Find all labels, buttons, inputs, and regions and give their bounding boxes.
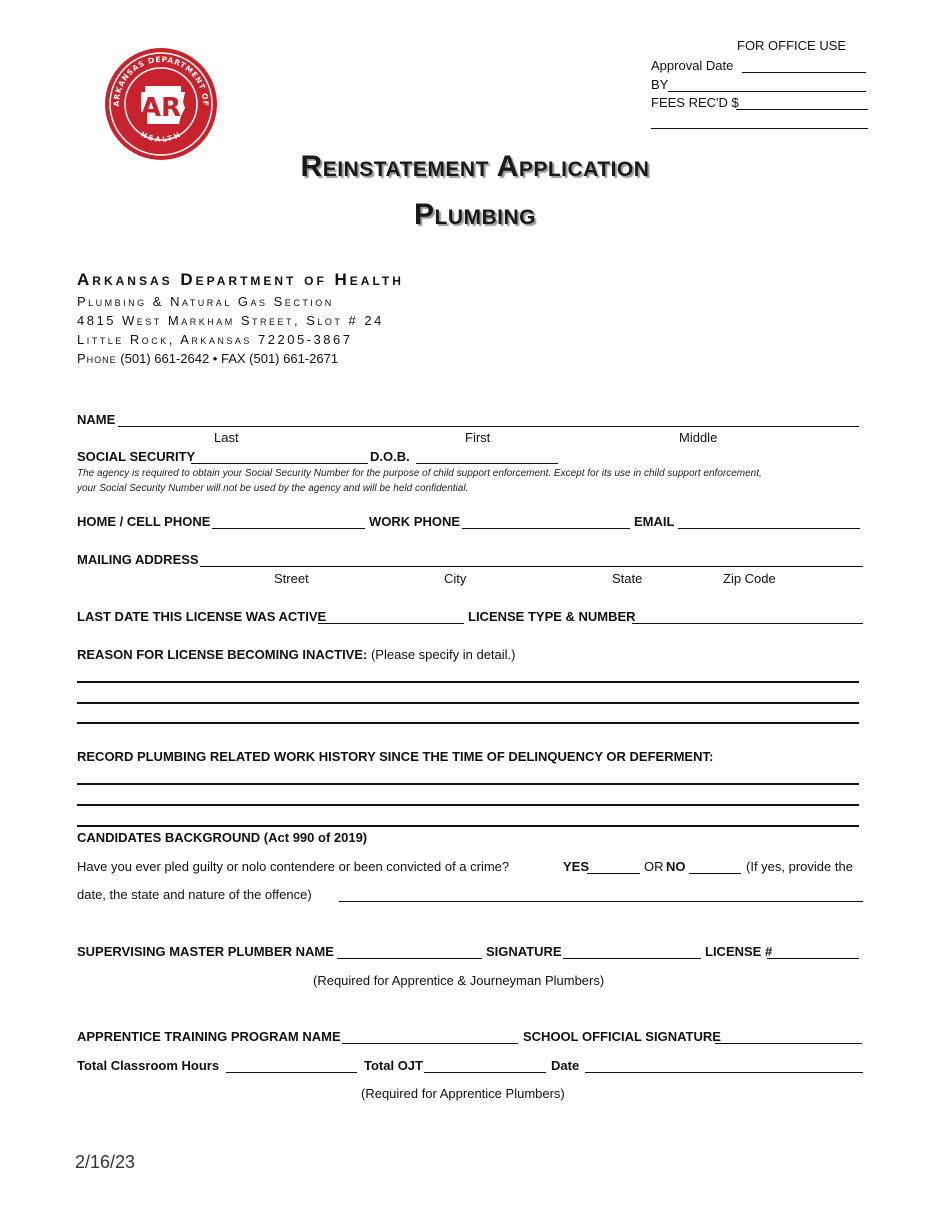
approval-date-label: Approval Date — [651, 58, 734, 73]
date-field[interactable] — [585, 1072, 863, 1073]
fees-label: FEES REC'D $ — [651, 95, 739, 110]
by-field[interactable] — [668, 91, 866, 92]
signature-field[interactable] — [563, 958, 701, 959]
reason-heading — [77, 647, 515, 662]
ssn-field[interactable] — [191, 463, 368, 464]
title-line-2: Plumbing — [414, 198, 536, 231]
name-label: NAME — [77, 412, 116, 427]
logo-bottom-text: HEALTH — [139, 130, 183, 144]
name-last-caption: Last — [214, 430, 239, 445]
agency-city: Little Rock, Arkansas 72205-3867 — [77, 332, 353, 347]
reason-hint: (Please specify in detail.) — [367, 647, 516, 662]
by-label: BY — [651, 77, 669, 92]
name-middle-caption: Middle — [679, 430, 718, 445]
history-line-1[interactable] — [77, 783, 859, 785]
arkansas-health-logo — [103, 46, 219, 162]
no-field[interactable] — [689, 873, 741, 874]
apprentice-note: (Required for Apprentice Plumbers) — [361, 1086, 565, 1101]
license-number-field[interactable] — [767, 958, 859, 959]
reason-line-3[interactable] — [77, 722, 859, 724]
addr-street-caption: Street — [274, 571, 309, 586]
signature-label: SIGNATURE — [486, 944, 562, 959]
logo-top-text: ARKANSAS DEPARTMENT OF — [111, 54, 211, 107]
agency-street: 4815 West Markham Street, Slot # 24 — [77, 313, 384, 328]
ojt-label: Total OJT — [364, 1058, 423, 1073]
ssn-label: SOCIAL SECURITY — [77, 449, 196, 464]
supervisor-name-field[interactable] — [337, 958, 482, 959]
work-phone-label: WORK PHONE — [369, 514, 460, 529]
approval-date-field[interactable] — [742, 72, 866, 73]
name-field[interactable] — [118, 426, 859, 427]
phone-label: Phone — [77, 351, 117, 366]
license-type-field[interactable] — [632, 623, 863, 624]
school-signature-label: SCHOOL OFFICIAL SIGNATURE — [523, 1029, 721, 1044]
dob-label: D.O.B. — [370, 449, 410, 464]
fees-field[interactable] — [736, 109, 868, 110]
license-type-label: LICENSE TYPE & NUMBER — [468, 609, 636, 624]
office-extra-field[interactable] — [651, 128, 868, 129]
phone-numbers: (501) 661-2642 • FAX (501) 661-2671 — [116, 351, 339, 366]
offence-prompt: date, the state and nature of the offence) — [77, 887, 312, 902]
classroom-hours-label: Total Classroom Hours — [77, 1058, 220, 1073]
reason-label: REASON FOR LICENSE BECOMING INACTIVE: — [77, 647, 368, 662]
program-name-field[interactable] — [342, 1043, 518, 1044]
yes-label: YES — [563, 859, 590, 874]
agency-section: Plumbing & Natural Gas Section — [77, 294, 334, 309]
crime-question: Have you ever pled guilty or nolo contendere or been convicted of a crime? — [77, 859, 510, 874]
ssn-notice-2: your Social Security Number will not be used by the agency and will be held confidential. — [77, 483, 469, 494]
title-line-1: Reinstatement Application — [300, 150, 650, 183]
supervisor-note: (Required for Apprentice & Journeyman Plumbers) — [313, 973, 605, 988]
work-history-label: RECORD PLUMBING RELATED WORK HISTORY SINCE THE TIME OF DELINQUENCY OR DEFERMENT: — [77, 749, 714, 764]
reason-line-1[interactable] — [77, 681, 859, 683]
addr-city-caption: City — [444, 571, 467, 586]
home-phone-label: HOME / CELL PHONE — [77, 514, 211, 529]
or-label: OR — [644, 859, 664, 874]
date-label: Date — [551, 1058, 580, 1073]
mailing-address-label: MAILING ADDRESS — [77, 552, 199, 567]
email-field[interactable] — [678, 528, 860, 529]
ojt-field[interactable] — [424, 1072, 546, 1073]
agency-name: Arkansas Department of Health — [77, 270, 404, 289]
office-use-heading: FOR OFFICE USE — [737, 38, 847, 53]
dob-field[interactable] — [416, 463, 558, 464]
classroom-hours-field[interactable] — [226, 1072, 357, 1073]
if-yes-text: (If yes, provide the — [746, 859, 853, 874]
background-label: CANDIDATES BACKGROUND (Act 990 of 2019) — [77, 830, 368, 845]
supervisor-name-label: SUPERVISING MASTER PLUMBER NAME — [77, 944, 334, 959]
reason-line-2[interactable] — [77, 702, 859, 704]
history-line-3[interactable] — [77, 825, 859, 827]
ssn-notice-1: The agency is required to obtain your Social Security Number for the purpose of child support enforcement. Except for its use in child support enforcement, — [77, 468, 762, 479]
work-phone-field[interactable] — [462, 528, 630, 529]
no-label: NO — [666, 859, 686, 874]
agency-phone — [77, 351, 338, 366]
addr-state-caption: State — [612, 571, 643, 586]
addr-zip-caption: Zip Code — [723, 571, 776, 586]
mailing-address-field[interactable] — [200, 566, 863, 567]
email-label: EMAIL — [634, 514, 675, 529]
yes-field[interactable] — [587, 873, 640, 874]
school-signature-field[interactable] — [715, 1043, 862, 1044]
name-first-caption: First — [465, 430, 491, 445]
program-name-label: APPRENTICE TRAINING PROGRAM NAME — [77, 1029, 341, 1044]
offence-field[interactable] — [339, 901, 863, 902]
history-line-2[interactable] — [77, 804, 859, 806]
revision-date: 2/16/23 — [75, 1152, 136, 1172]
last-active-field[interactable] — [318, 623, 464, 624]
home-phone-field[interactable] — [212, 528, 365, 529]
logo-monogram: AR — [140, 93, 182, 123]
license-number-label: LICENSE # — [705, 944, 773, 959]
last-active-label: LAST DATE THIS LICENSE WAS ACTIVE — [77, 609, 327, 624]
